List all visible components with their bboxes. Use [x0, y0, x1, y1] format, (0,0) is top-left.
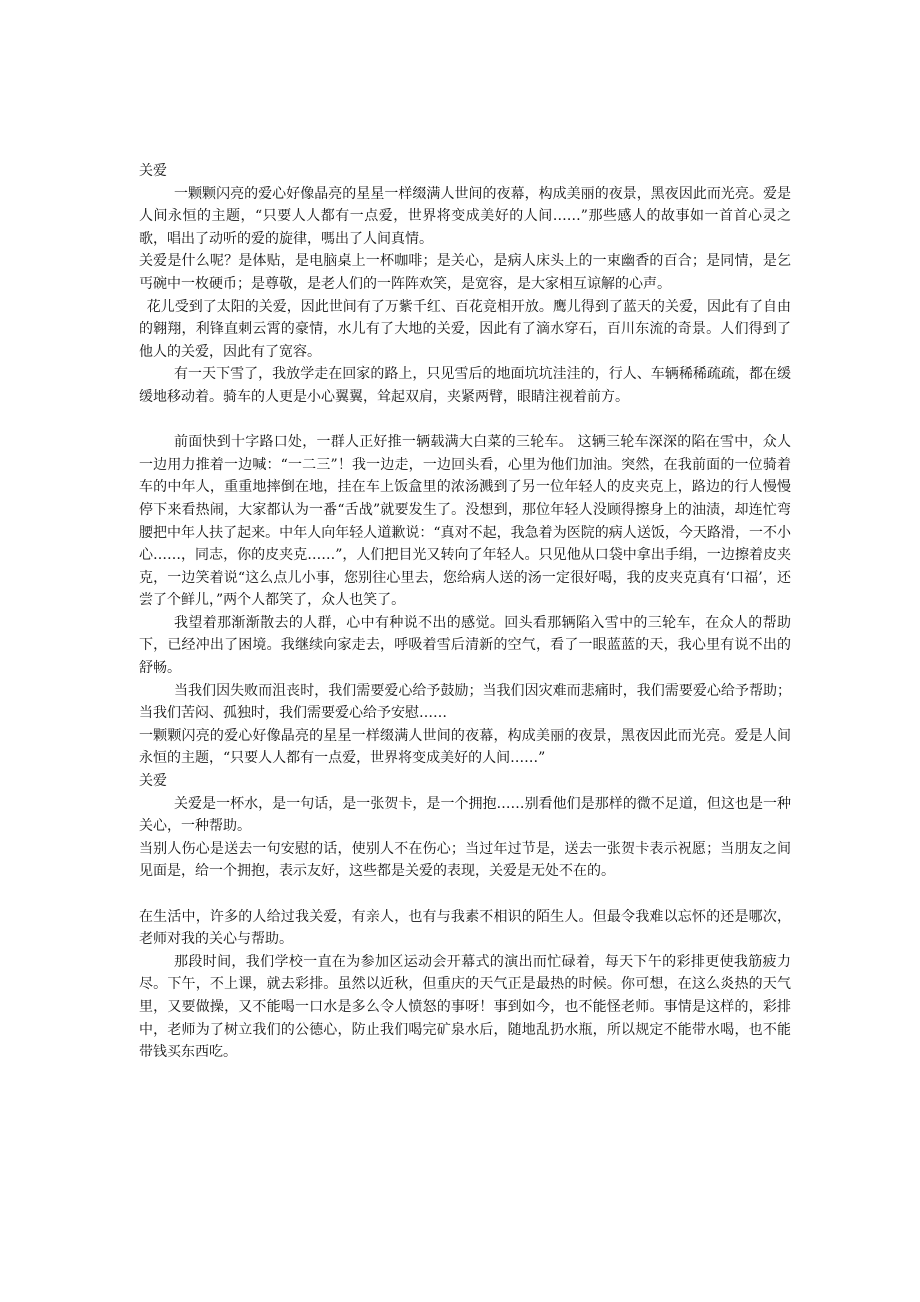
- title-2: 关爱: [139, 773, 167, 790]
- paragraph-11: 在生活中，许多的人给过我关爱，有亲人，也有与我素不相识的陌生人。但最令我难以忘怀的还是哪次，老师对我的关心与帮助。: [139, 908, 791, 948]
- paragraph-3: 花儿受到了太阳的关爱，因此世间有了万紫千红、百花竞相开放。鹰儿得到了蓝天的关爱，因此有了自由的翱翔，利锋直刺云霄的豪情，水儿有了大地的关爱，因此有了滴水穿石，百川东流的奇景。人们得到了他人的关爱，因此有了宽容。: [139, 298, 791, 360]
- document-page: [139, 160, 791, 1064]
- paragraph-10: 当别人伤心是送去一句安慰的话，使别人不在伤心；当过年过节是，送去一张贺卡表示祝愿；当朋友之间见面是，给一个拥抱，表示友好，这些都是关爱的表现，关爱是无处不在的。: [139, 840, 791, 880]
- title-1: 关爱: [139, 163, 167, 179]
- paragraph-5: 前面快到十字路口处，一群人正好推一辆载满大白菜的三轮车。 这辆三轮车深深的陷在雪中，众人一边用力推着一边喊：“一二三”！我一边走，一边回头看，心里为他们加油。突然，在我前面的一位骑着车的中年人，重重地摔倒在地，挂在车上饭盒里的浓汤溅到了另一位年轻人的皮夹克上，路边的行人慢慢停下来看热闹，大家都认为一番“舌战”就要发生了。没想到，那位年轻人没顾得擦身上的油渍，却连忙弯腰把中年人扶了起来。中年人向年轻人道歉说：“真对不起，我急着为医院的病人送饭，今天路滑，一不小心……，同志，你的皮夹克……”，人们把目光又转向了年轻人。只见他从口袋中拿出手绢，一边擦着皮夹克，一边笑着说“这么点儿小事，您别往心里去，您给病人送的汤一定很好喝，我的皮夹克真有‘口福’，还尝了个鲜儿，”两个人都笑了，众人也笑了。: [139, 434, 791, 609]
- paragraph-7: 当我们因失败而沮丧时，我们需要爱心给予鼓励；当我们因灾难而悲痛时，我们需要爱心给予帮助；当我们苦闷、孤独时，我们需要爱心给予安慰……: [139, 682, 791, 722]
- paragraph-12: 那段时间，我们学校一直在为参加区运动会开幕式的演出而忙碌着，每天下午的彩排更使我筋疲力尽。下午，不上课，就去彩排。虽然以近秋，但重庆的天气正是最热的时候。你可想，在这么炎热的天气里，又要做操，又不能喝一口水是多么令人愤怒的事呀！事到如今，也不能怪老师。事情是这样的，彩排中，老师为了树立我们的公德心，防止我们喝完矿泉水后，随地乱扔水瓶，所以规定不能带水喝，也不能带钱买东西吃。: [139, 953, 791, 1061]
- blank-line: [139, 883, 791, 906]
- paragraph-4: 有一天下雪了，我放学走在回家的路上，只见雪后的地面坑坑洼洼的，行人、车辆稀稀疏疏，都在缓缓地移动着。骑车的人更是小心翼翼，耸起双肩，夹紧两臂，眼睛注视着前方。: [139, 366, 791, 405]
- paragraph-8: 一颗颗闪亮的爱心好像晶亮的星星一样缀满人世间的夜幕，构成美丽的夜景，黑夜因此而光亮。爱是人间永恒的主题，“只要人人都有一点爱，世界将变成美好的人间……”: [139, 727, 791, 767]
- paragraph-9: 关爱是一杯水，是一句话，是一张贺卡，是一个拥抱……别看他们是那样的微不足道，但这也是一种关心，一种帮助。: [139, 795, 791, 835]
- paragraph-1: 一颗颗闪亮的爱心好像晶亮的星星一样缀满人世间的夜幕，构成美丽的夜景，黑夜因此而光亮。爱是人间永恒的主题，“只要人人都有一点爱，世界将变成美好的人间……”那些感人的故事如一首首心灵之歌，唱出了动听的爱的旋律，嗎出了人间真情。: [139, 185, 791, 247]
- blank-line: [139, 409, 791, 432]
- paragraph-2: 关爱是什么呢？是体贴，是电脑桌上一杯咖啡；是关心，是病人床头上的一束幽香的百合；是同情，是乞丐碗中一枚硬币；是尊敬，是老人们的一阵阵欢笑，是宽容，是大家相互谅解的心声。: [139, 253, 791, 292]
- paragraph-6: 我望着那渐渐散去的人群，心中有种说不出的感觉。回头看那辆陷入雪中的三轮车，在众人的帮助下，已经冲出了困境。我继续向家走去，呼吸着雪后清新的空气，看了一眼蓝蓝的天，我心里有说不出的舒畅。: [139, 614, 791, 677]
